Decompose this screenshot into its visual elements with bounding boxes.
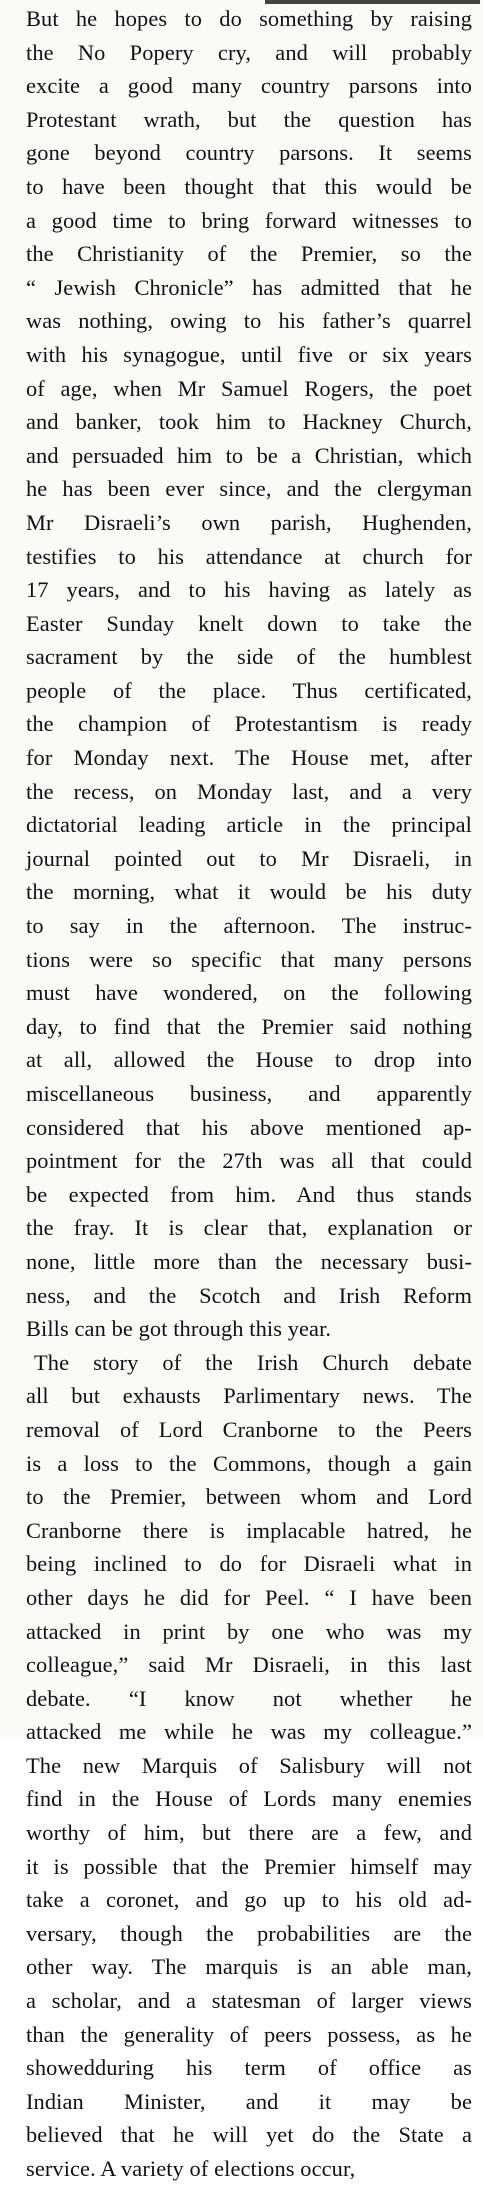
text-line: is a loss to the Commons, though a gain [26, 1450, 472, 1476]
text-line: and banker, took him to Hackney Church, [26, 409, 472, 435]
text-line: Cranborne there is implacable hatred, he [26, 1517, 472, 1543]
text-line: he has been ever since, and the clergyman [26, 476, 472, 502]
paragraph [26, 1346, 472, 2186]
text-line: tions were so specific that many persons [26, 946, 472, 972]
text-line: the recess, on Monday last, and a very [26, 778, 472, 804]
text-line: the morning, what it would be his duty [26, 879, 472, 905]
text-line: other way. The marquis is an able man, [26, 1954, 472, 1980]
text-line: sacrament by the side of the humblest [26, 644, 472, 670]
text-line: ness, and the Scotch and Irish Reform [26, 1282, 472, 1308]
text-line: excite a good many country parsons into [26, 73, 472, 99]
text-line: none, little more than the necessary busi- [26, 1248, 472, 1274]
text-line: believed that he will yet do the State a [26, 2122, 472, 2148]
text-line: 17 years, and to his having as lately as [26, 577, 472, 603]
text-line: attacked me while he was my colleague.” [26, 1719, 472, 1745]
text-line: for Monday next. The House met, after [26, 745, 472, 771]
text-line: than the generality of peers possess, as he [26, 2021, 472, 2047]
text-line: of age, when Mr Samuel Rogers, the poet [26, 375, 472, 401]
text-line: testifies to his attendance at church for [26, 543, 472, 569]
text-line: take a coronet, and go up to his old ad- [26, 1887, 472, 1913]
text-line: be expected from him. And thus stands [26, 1181, 472, 1207]
text-line: day, to find that the Premier said nothing [26, 1013, 472, 1039]
text-line: at all, allowed the House to drop into [26, 1047, 472, 1073]
text-line: worthy of him, but there are a few, and [26, 1820, 472, 1846]
text-line: Protestant wrath, but the question has [26, 106, 472, 132]
text-line: pointment for the 27th was all that could [26, 1148, 472, 1174]
text-line: The story of the Irish Church debate [34, 1349, 472, 1375]
text-line: miscellaneous business, and apparently [26, 1081, 472, 1106]
text-line: removal of Lord Cranborne to the Peers [26, 1416, 472, 1442]
paragraph [26, 2, 472, 1346]
text-line: all but exhausts Parlimentary news. The [26, 1383, 472, 1409]
text-line: service. A variety of elections occur, [26, 2156, 356, 2181]
text-line: The new Marquis of Salisbury will not [26, 1752, 472, 1778]
text-line: Easter Sunday knelt down to take the [26, 610, 472, 636]
text-line: dictatorial leading article in the principal [26, 812, 472, 838]
article-column [26, 2, 472, 2186]
text-line: Bills can be got through this year. [26, 1316, 332, 1342]
text-line: But he hopes to do something by raising [26, 6, 472, 31]
text-line: the Christianity of the Premier, so the [26, 241, 472, 267]
text-line: with his synagogue, until five or six years [26, 341, 472, 367]
text-line: versary, though the probabilities are the [26, 1920, 472, 1946]
text-line: to say in the afternoon. The instruc- [26, 913, 472, 939]
text-line: being inclined to do for Disraeli what in [26, 1551, 472, 1577]
text-line: find in the House of Lords many enemies [26, 1786, 472, 1812]
text-line: it is possible that the Premier himself may [26, 1853, 472, 1879]
text-line: debate. “I know not whether he [26, 1685, 472, 1711]
text-line: Mr Disraeli’s own parish, Hughenden, [26, 509, 472, 535]
text-line: to have been thought that this would be [26, 173, 472, 199]
text-line: and persuaded him to be a Christian, which [26, 442, 472, 468]
text-line: the fray. It is clear that, explanation or [26, 1215, 472, 1241]
text-line: journal pointed out to Mr Disraeli, in [26, 845, 472, 871]
text-line: gone beyond country parsons. It seems [26, 140, 472, 166]
text-line: the champion of Protestantism is ready [26, 711, 472, 737]
text-line: “ Jewish Chronicle” has admitted that he [26, 274, 472, 300]
text-line: to the Premier, between whom and Lord [26, 1484, 472, 1510]
text-line: the No Popery cry, and will probably [26, 39, 472, 65]
text-line: other days he did for Peel. “ I have been [26, 1584, 472, 1610]
text-line: a scholar, and a statesman of larger views [26, 1988, 472, 2014]
text-line: attacked in print by one who was my [26, 1618, 472, 1644]
text-line: showedduring his term of office as [26, 2055, 472, 2081]
text-line: considered that his above mentioned ap- [26, 1114, 472, 1140]
text-line: people of the place. Thus certificated, [26, 677, 472, 703]
text-line: colleague,” said Mr Disraeli, in this last [26, 1652, 472, 1678]
text-line: must have wondered, on the following [26, 980, 472, 1006]
text-line: a good time to bring forward witnesses to [26, 207, 472, 233]
text-line: Indian Minister, and it may be [26, 2088, 472, 2114]
text-line: was nothing, owing to his father’s quarrel [26, 308, 472, 334]
